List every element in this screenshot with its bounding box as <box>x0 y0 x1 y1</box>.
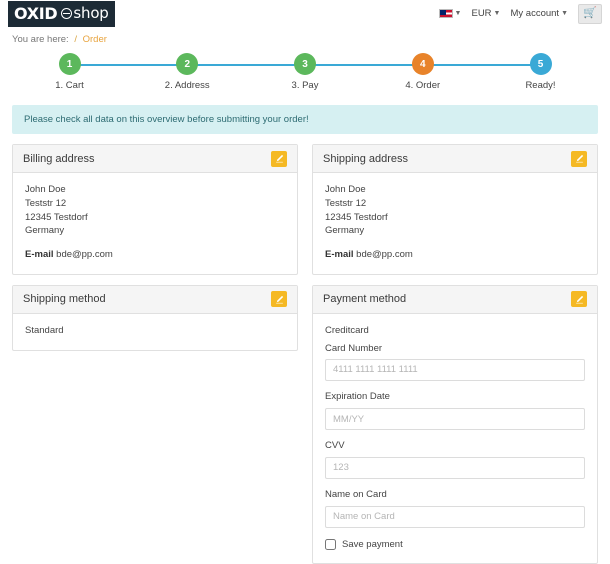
breadcrumb-current[interactable]: Order <box>82 34 107 45</box>
site-header <box>0 0 610 28</box>
shipping-email-label: E-mail <box>325 249 354 261</box>
save-payment-label: Save payment <box>342 538 403 550</box>
shipping-method-value: Standard <box>25 324 64 336</box>
chevron-down-icon: ▼ <box>561 10 568 17</box>
logo-eshop-label: shop <box>73 4 109 22</box>
shipping-email-value: bde@pp.com <box>356 249 413 261</box>
currency-switcher[interactable] <box>471 8 500 19</box>
breadcrumb-separator: / <box>74 34 77 45</box>
billing-address-header <box>13 145 297 173</box>
save-payment-checkbox[interactable] <box>325 539 336 550</box>
payment-method-title: Payment method <box>323 293 407 306</box>
step-order[interactable] <box>365 53 480 91</box>
billing-address-panel <box>12 144 298 275</box>
shipping-city: 12345 Testdorf <box>325 211 388 223</box>
step-pay[interactable] <box>248 53 363 91</box>
card-number-input[interactable]: 4111 1111 1111 1111 <box>325 359 585 381</box>
step-pay-label: 3. Pay <box>291 80 319 91</box>
logo-e-icon <box>61 8 72 19</box>
save-payment-row[interactable] <box>325 538 585 552</box>
account-label: My account <box>510 8 560 19</box>
billing-email-label: E-mail <box>25 249 54 261</box>
payment-method-header <box>313 286 597 314</box>
breadcrumb <box>0 28 610 49</box>
billing-street: Teststr 12 <box>25 197 67 209</box>
checkout-panels <box>0 134 610 564</box>
step-order-label: 4. Order <box>405 80 441 91</box>
billing-address-title: Billing address <box>23 152 95 165</box>
step-cart[interactable] <box>12 53 127 91</box>
pencil-icon <box>275 295 284 304</box>
cvv-label: CVV <box>325 440 345 452</box>
shipping-address-body <box>313 173 597 274</box>
logo-eshop-text <box>61 4 108 22</box>
payment-method-panel <box>312 285 598 564</box>
shipping-method-header <box>13 286 297 314</box>
shipping-method-title: Shipping method <box>23 293 106 306</box>
billing-country: Germany <box>25 225 65 237</box>
shipping-address-header <box>313 145 597 173</box>
pencil-icon <box>575 154 584 163</box>
payment-type-label: Creditcard <box>325 324 369 336</box>
edit-billing-address-button[interactable] <box>271 151 287 167</box>
chevron-down-icon: ▼ <box>493 10 501 17</box>
pencil-icon <box>575 295 584 304</box>
checkout-progress <box>0 53 610 97</box>
breadcrumb-prefix: You are here: <box>12 34 69 45</box>
billing-email-row <box>25 248 285 262</box>
edit-payment-method-button[interactable] <box>571 291 587 307</box>
payment-method-body <box>313 314 597 564</box>
shipping-name: John Doe <box>325 184 366 195</box>
shipping-address-panel <box>312 144 598 275</box>
language-switcher[interactable] <box>439 9 462 18</box>
shipping-address-title: Shipping address <box>323 152 409 165</box>
currency-label: EUR <box>471 8 492 19</box>
step-pay-circle: 3 <box>294 53 316 75</box>
right-column <box>312 144 598 564</box>
step-cart-circle: 1 <box>59 53 81 75</box>
step-address-label: 2. Address <box>164 80 210 91</box>
left-column <box>12 144 298 564</box>
shipping-email-row <box>325 248 585 262</box>
card-number-label: Card Number <box>325 342 383 354</box>
step-address[interactable] <box>130 53 245 91</box>
step-cart-label: 1. Cart <box>55 80 84 91</box>
step-address-circle: 2 <box>176 53 198 75</box>
logo-oxid-text: OXID <box>14 3 58 23</box>
edit-shipping-method-button[interactable] <box>271 291 287 307</box>
shipping-method-panel <box>12 285 298 351</box>
billing-email-value: bde@pp.com <box>56 249 113 261</box>
account-menu[interactable] <box>510 8 568 19</box>
shipping-method-body <box>13 314 297 350</box>
pencil-icon <box>275 154 284 163</box>
shopping-cart-icon: 🛒 <box>583 7 597 19</box>
header-actions <box>439 4 602 24</box>
step-ready <box>483 53 598 91</box>
cvv-input[interactable] <box>325 457 585 479</box>
expiration-date-input[interactable] <box>325 408 585 430</box>
step-ready-label: Ready! <box>525 80 556 91</box>
logo[interactable] <box>8 1 115 27</box>
expiration-date-label: Expiration Date <box>325 391 390 403</box>
checkout-notice: Please check all data on this overview before submitting your order! <box>12 105 598 134</box>
shipping-street: Teststr 12 <box>325 197 367 209</box>
name-on-card-input[interactable] <box>325 506 585 528</box>
step-order-circle: 4 <box>412 53 434 75</box>
shipping-country: Germany <box>325 225 365 237</box>
edit-shipping-address-button[interactable] <box>571 151 587 167</box>
billing-name: John Doe <box>25 184 66 195</box>
billing-address-body <box>13 173 297 274</box>
billing-city: 12345 Testdorf <box>25 211 88 223</box>
cart-button[interactable] <box>578 4 602 24</box>
step-ready-circle: 5 <box>530 53 552 75</box>
chevron-down-icon: ▼ <box>454 10 462 17</box>
flag-icon <box>439 9 453 18</box>
name-on-card-label: Name on Card <box>325 488 387 500</box>
